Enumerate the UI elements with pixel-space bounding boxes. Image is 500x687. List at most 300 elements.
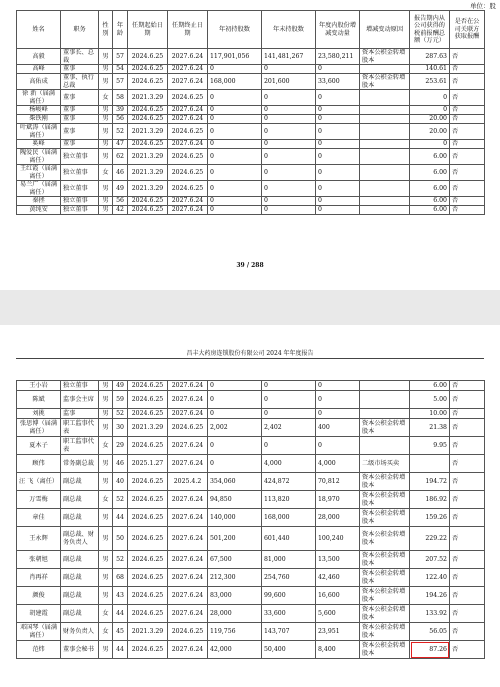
cell-term-end: 2027.6.24 xyxy=(168,491,208,509)
cell-term-end: 2027.6.24 xyxy=(168,197,208,206)
cell-term-end: 2027.6.24 xyxy=(168,437,208,455)
cell-compensation: 5.00 xyxy=(410,391,450,409)
cell-term-end: 2027.6.24 xyxy=(168,551,208,569)
table-row xyxy=(17,437,485,455)
cell-gender: 男 xyxy=(99,509,113,527)
cell-term-start: 2024.6.25 xyxy=(128,437,168,455)
cell-shares-begin: 0 xyxy=(208,65,262,74)
cell-related-party-pay: 否 xyxy=(450,115,485,124)
cell-related-party-pay: 否 xyxy=(450,437,485,455)
header-age: 年龄 xyxy=(113,11,128,49)
highlighted-compensation-cell: 87.26 xyxy=(410,641,450,659)
cell-shares-change: 0 xyxy=(316,181,360,197)
header-gender: 性别 xyxy=(99,11,113,49)
cell-compensation: 194.72 xyxy=(410,473,450,491)
cell-shares-end: 0 xyxy=(262,140,316,149)
cell-term-end: 2027.6.24 xyxy=(168,65,208,74)
cell-term-start: 2024.6.25 xyxy=(128,641,168,659)
cell-name: 胡建霞 xyxy=(17,605,61,623)
cell-gender: 男 xyxy=(99,65,113,74)
cell-term-end: 2027.6.24 xyxy=(168,509,208,527)
cell-shares-change: 0 xyxy=(316,165,360,181)
cell-change-reason: 资本公积金转增股本 xyxy=(360,527,410,551)
cell-shares-change: 0 xyxy=(316,437,360,455)
cell-shares-begin: 0 xyxy=(208,455,262,473)
cell-shares-begin: 2,002 xyxy=(208,419,262,437)
cell-related-party-pay: 否 xyxy=(450,641,485,659)
table-row xyxy=(17,181,485,197)
cell-term-start: 2024.6.25 xyxy=(128,140,168,149)
table-row xyxy=(17,115,485,124)
cell-gender: 男 xyxy=(99,181,113,197)
cell-name: 叶斌涛（届满离任） xyxy=(17,124,61,140)
cell-name: 邓国琴（届满离任） xyxy=(17,623,61,641)
cell-change-reason: 资本公积金转增股本 xyxy=(360,623,410,641)
cell-gender: 男 xyxy=(99,569,113,587)
cell-name: 徐 新（届满离任） xyxy=(17,90,61,106)
cell-shares-change: 0 xyxy=(316,90,360,106)
cell-term-end: 2027.6.24 xyxy=(168,391,208,409)
cell-gender: 男 xyxy=(99,641,113,659)
cell-compensation: 0 xyxy=(410,90,450,106)
cell-age: 43 xyxy=(113,587,128,605)
cell-shares-begin: 0 xyxy=(208,409,262,419)
cell-position: 副总裁、财务负责人 xyxy=(61,527,99,551)
cell-age: 45 xyxy=(113,623,128,641)
cell-term-end: 2024.6.25 xyxy=(168,623,208,641)
cell-term-end: 2027.6.24 xyxy=(168,49,208,65)
cell-shares-begin: 67,500 xyxy=(208,551,262,569)
table-row xyxy=(17,491,485,509)
cell-change-reason xyxy=(360,65,410,74)
cell-compensation: 10.00 xyxy=(410,409,450,419)
cell-term-start: 2024.6.25 xyxy=(128,527,168,551)
cell-position: 董事 xyxy=(61,65,99,74)
cell-compensation: 6.00 xyxy=(410,181,450,197)
cell-position: 董事 xyxy=(61,140,99,149)
cell-age: 49 xyxy=(113,381,128,391)
cell-name: 万雪梅 xyxy=(17,491,61,509)
cell-name: 高佑成 xyxy=(17,74,61,90)
cell-age: 44 xyxy=(113,641,128,659)
cell-name: 陈斌 xyxy=(17,391,61,409)
cell-related-party-pay: 否 xyxy=(450,391,485,409)
cell-shares-end: 0 xyxy=(262,437,316,455)
cell-change-reason xyxy=(360,197,410,206)
cell-position: 独立董事 xyxy=(61,149,99,165)
cell-age: 44 xyxy=(113,509,128,527)
cell-related-party-pay: 否 xyxy=(450,197,485,206)
cell-shares-begin: 0 xyxy=(208,90,262,106)
table-row xyxy=(17,74,485,90)
cell-position: 副总裁 xyxy=(61,605,99,623)
cell-term-start: 2024.6.25 xyxy=(128,206,168,215)
table-row xyxy=(17,527,485,551)
cell-change-reason: 资本公积金转增股本 xyxy=(360,491,410,509)
cell-shares-begin: 212,300 xyxy=(208,569,262,587)
cell-related-party-pay: 否 xyxy=(450,90,485,106)
cell-term-start: 2024.6.25 xyxy=(128,49,168,65)
cell-term-end: 2027.6.24 xyxy=(168,106,208,115)
cell-term-start: 2024.6.25 xyxy=(128,197,168,206)
report-page-39 xyxy=(0,0,500,290)
table-row xyxy=(17,473,485,491)
cell-term-start: 2024.6.25 xyxy=(128,381,168,391)
cell-position: 董事 xyxy=(61,90,99,106)
cell-shares-change: 5,600 xyxy=(316,605,360,623)
cell-shares-end: 4,000 xyxy=(262,455,316,473)
cell-term-end: 2027.6.24 xyxy=(168,115,208,124)
table-row xyxy=(17,569,485,587)
cell-name: 王红霞（届满离任） xyxy=(17,165,61,181)
cell-term-start: 2021.3.29 xyxy=(128,149,168,165)
cell-term-end: 2024.6.25 xyxy=(168,419,208,437)
cell-compensation: 140.61 xyxy=(410,65,450,74)
cell-age: 49 xyxy=(113,181,128,197)
cell-term-start: 2024.6.25 xyxy=(128,115,168,124)
cell-term-end: 2024.6.25 xyxy=(168,165,208,181)
cell-change-reason xyxy=(360,437,410,455)
cell-shares-end: 0 xyxy=(262,409,316,419)
table-row xyxy=(17,623,485,641)
cell-age: 39 xyxy=(113,106,128,115)
table-row xyxy=(17,140,485,149)
cell-name: 张朝旭 xyxy=(17,551,61,569)
table-row xyxy=(17,605,485,623)
cell-term-end: 2027.6.24 xyxy=(168,455,208,473)
cell-shares-end: 424,872 xyxy=(262,473,316,491)
cell-compensation: 6.00 xyxy=(410,165,450,181)
cell-gender: 男 xyxy=(99,149,113,165)
cell-shares-change: 0 xyxy=(316,197,360,206)
cell-compensation: 159.26 xyxy=(410,509,450,527)
cell-position: 副总裁 xyxy=(61,551,99,569)
cell-change-reason xyxy=(360,115,410,124)
cell-compensation: 253.61 xyxy=(410,74,450,90)
header-position: 职务 xyxy=(61,11,99,49)
header-compensation: 报告期内从公司获得的税前报酬总额（万元） xyxy=(410,11,450,49)
table-row xyxy=(17,197,485,206)
cell-shares-end: 143,707 xyxy=(262,623,316,641)
table-row xyxy=(17,65,485,74)
cell-gender: 女 xyxy=(99,437,113,455)
cell-shares-end: 0 xyxy=(262,124,316,140)
page-number: 39 / 288 xyxy=(236,262,264,269)
cell-term-start: 2024.6.25 xyxy=(128,569,168,587)
table-row xyxy=(17,409,485,419)
shareholding-table-continued xyxy=(16,380,485,659)
table-row xyxy=(17,206,485,215)
cell-shares-begin: 83,000 xyxy=(208,587,262,605)
cell-shares-begin: 0 xyxy=(208,140,262,149)
cell-gender: 男 xyxy=(99,473,113,491)
cell-change-reason xyxy=(360,381,410,391)
cell-term-start: 2021.3.29 xyxy=(128,124,168,140)
cell-gender: 女 xyxy=(99,165,113,181)
cell-change-reason: 二级市场买卖 xyxy=(360,455,410,473)
table-row xyxy=(17,419,485,437)
cell-term-start: 2025.1.27 xyxy=(128,455,168,473)
cell-name: 张思博（届满离任） xyxy=(17,419,61,437)
cell-shares-begin: 140,000 xyxy=(208,509,262,527)
cell-term-end: 2024.6.25 xyxy=(168,124,208,140)
cell-change-reason xyxy=(360,149,410,165)
cell-shares-end: 0 xyxy=(262,106,316,115)
header-change-reason: 增减变动原因 xyxy=(360,11,410,49)
table-row xyxy=(17,381,485,391)
cell-term-end: 2027.6.24 xyxy=(168,74,208,90)
cell-position: 财务负责人 xyxy=(61,623,99,641)
cell-related-party-pay: 否 xyxy=(450,181,485,197)
cell-shares-end: 113,820 xyxy=(262,491,316,509)
cell-gender: 男 xyxy=(99,124,113,140)
cell-shares-change: 33,600 xyxy=(316,74,360,90)
cell-position: 独立董事 xyxy=(61,181,99,197)
cell-age: 58 xyxy=(113,90,128,106)
cell-compensation: 229.22 xyxy=(410,527,450,551)
cell-compensation: 6.00 xyxy=(410,197,450,206)
cell-shares-end: 2,402 xyxy=(262,419,316,437)
cell-change-reason xyxy=(360,409,410,419)
cell-age: 54 xyxy=(113,65,128,74)
cell-gender: 男 xyxy=(99,206,113,215)
cell-related-party-pay: 否 xyxy=(450,165,485,181)
cell-position: 董事 xyxy=(61,124,99,140)
cell-related-party-pay: 否 xyxy=(450,409,485,419)
cell-compensation: 0 xyxy=(410,140,450,149)
cell-name: 夏木子 xyxy=(17,437,61,455)
cell-shares-begin: 168,000 xyxy=(208,74,262,90)
header-term-start: 任期起始日期 xyxy=(128,11,168,49)
cell-shares-begin: 117,901,056 xyxy=(208,49,262,65)
header-shares-begin: 年初持股数 xyxy=(208,11,262,49)
cell-shares-begin: 0 xyxy=(208,165,262,181)
cell-term-start: 2024.6.25 xyxy=(128,551,168,569)
cell-shares-change: 400 xyxy=(316,419,360,437)
cell-shares-change: 18,970 xyxy=(316,491,360,509)
cell-shares-change: 100,240 xyxy=(316,527,360,551)
cell-related-party-pay: 否 xyxy=(450,491,485,509)
cell-gender: 女 xyxy=(99,623,113,641)
cell-shares-change: 0 xyxy=(316,115,360,124)
shareholding-table-top xyxy=(16,10,485,215)
cell-name: 汪 飞（离任） xyxy=(17,473,61,491)
cell-shares-end: 0 xyxy=(262,115,316,124)
cell-position: 独立董事 xyxy=(61,381,99,391)
cell-shares-end: 99,600 xyxy=(262,587,316,605)
cell-change-reason: 资本公积金转增股本 xyxy=(360,49,410,65)
cell-age: 47 xyxy=(113,140,128,149)
table-header-row xyxy=(17,11,485,49)
cell-position: 副总裁 xyxy=(61,569,99,587)
cell-age: 50 xyxy=(113,527,128,551)
cell-change-reason xyxy=(360,124,410,140)
cell-shares-end: 601,440 xyxy=(262,527,316,551)
header-name: 姓名 xyxy=(17,11,61,49)
cell-shares-end: 0 xyxy=(262,90,316,106)
table-row xyxy=(17,391,485,409)
cell-shares-change: 13,500 xyxy=(316,551,360,569)
cell-shares-end: 33,600 xyxy=(262,605,316,623)
cell-position: 副总裁 xyxy=(61,509,99,527)
cell-change-reason: 资本公积金转增股本 xyxy=(360,605,410,623)
cell-position: 职工监事代表 xyxy=(61,419,99,437)
cell-term-end: 2025.4.2 xyxy=(168,473,208,491)
cell-shares-change: 0 xyxy=(316,391,360,409)
cell-term-end: 2024.6.25 xyxy=(168,90,208,106)
cell-compensation xyxy=(410,455,450,473)
cell-term-start: 2024.6.25 xyxy=(128,391,168,409)
cell-shares-change: 0 xyxy=(316,409,360,419)
header-rule xyxy=(16,358,484,359)
table-row xyxy=(17,641,485,659)
cell-shares-change: 0 xyxy=(316,206,360,215)
cell-name: 王永辉 xyxy=(17,527,61,551)
cell-term-end: 2027.6.24 xyxy=(168,381,208,391)
cell-change-reason xyxy=(360,391,410,409)
cell-term-end: 2024.6.25 xyxy=(168,181,208,197)
cell-age: 57 xyxy=(113,49,128,65)
cell-name: 王小岩 xyxy=(17,381,61,391)
cell-shares-change: 0 xyxy=(316,140,360,149)
cell-shares-begin: 0 xyxy=(208,181,262,197)
cell-shares-end: 0 xyxy=(262,197,316,206)
cell-compensation: 9.95 xyxy=(410,437,450,455)
cell-shares-change: 0 xyxy=(316,65,360,74)
cell-shares-end: 0 xyxy=(262,391,316,409)
cell-gender: 男 xyxy=(99,419,113,437)
cell-shares-begin: 0 xyxy=(208,197,262,206)
cell-term-start: 2024.6.25 xyxy=(128,74,168,90)
cell-age: 62 xyxy=(113,149,128,165)
cell-gender: 男 xyxy=(99,409,113,419)
table-row xyxy=(17,149,485,165)
cell-related-party-pay: 否 xyxy=(450,419,485,437)
cell-compensation: 56.05 xyxy=(410,623,450,641)
cell-change-reason: 资本公积金转增股本 xyxy=(360,587,410,605)
cell-age: 42 xyxy=(113,206,128,215)
cell-compensation: 20.00 xyxy=(410,124,450,140)
cell-term-start: 2024.6.25 xyxy=(128,587,168,605)
cell-shares-begin: 94,850 xyxy=(208,491,262,509)
cell-related-party-pay: 否 xyxy=(450,124,485,140)
cell-gender: 男 xyxy=(99,381,113,391)
cell-shares-change: 23,951 xyxy=(316,623,360,641)
unit-label: 单位：股 xyxy=(470,2,496,10)
cell-name: 柴铁刚 xyxy=(17,115,61,124)
cell-gender: 男 xyxy=(99,455,113,473)
cell-position: 副总裁 xyxy=(61,491,99,509)
cell-position: 董事长、总裁 xyxy=(61,49,99,65)
cell-name: 奚峰 xyxy=(17,140,61,149)
cell-compensation: 6.00 xyxy=(410,381,450,391)
cell-shares-change: 23,580,211 xyxy=(316,49,360,65)
cell-age: 52 xyxy=(113,124,128,140)
table-row xyxy=(17,49,485,65)
cell-term-start: 2021.3.29 xyxy=(128,165,168,181)
cell-position: 董事 xyxy=(61,115,99,124)
cell-compensation: 20.00 xyxy=(410,115,450,124)
cell-term-start: 2024.6.25 xyxy=(128,409,168,419)
cell-age: 56 xyxy=(113,197,128,206)
header-related-party-pay: 是否在公司关联方获取报酬 xyxy=(450,11,485,49)
cell-position: 董事、执行总裁 xyxy=(61,74,99,90)
cell-name: 范炜 xyxy=(17,641,61,659)
cell-shares-begin: 0 xyxy=(208,149,262,165)
cell-change-reason xyxy=(360,181,410,197)
cell-name: 易兰广（届满离任） xyxy=(17,181,61,197)
cell-related-party-pay: 否 xyxy=(450,527,485,551)
cell-shares-begin: 42,000 xyxy=(208,641,262,659)
cell-name: 肖再祥 xyxy=(17,569,61,587)
cell-age: 57 xyxy=(113,74,128,90)
header-term-end: 任期终止日期 xyxy=(168,11,208,49)
cell-gender: 男 xyxy=(99,49,113,65)
cell-age: 52 xyxy=(113,409,128,419)
header-shares-end: 年末持股数 xyxy=(262,11,316,49)
cell-term-end: 2024.6.25 xyxy=(168,149,208,165)
cell-name: 隗爱民（届满离任） xyxy=(17,149,61,165)
cell-term-end: 2027.6.24 xyxy=(168,641,208,659)
cell-related-party-pay: 否 xyxy=(450,149,485,165)
cell-term-start: 2021.3.29 xyxy=(128,90,168,106)
cell-shares-change: 4,000 xyxy=(316,455,360,473)
cell-shares-end: 0 xyxy=(262,206,316,215)
cell-term-start: 2024.6.25 xyxy=(128,509,168,527)
cell-shares-end: 0 xyxy=(262,381,316,391)
cell-shares-change: 42,460 xyxy=(316,569,360,587)
cell-compensation: 6.00 xyxy=(410,149,450,165)
cell-position: 副总裁 xyxy=(61,473,99,491)
cell-position: 董事会秘书 xyxy=(61,641,99,659)
cell-shares-end: 81,000 xyxy=(262,551,316,569)
cell-age: 46 xyxy=(113,455,128,473)
cell-shares-change: 0 xyxy=(316,149,360,165)
cell-term-end: 2027.6.24 xyxy=(168,605,208,623)
cell-position: 职工监事代表 xyxy=(61,437,99,455)
cell-related-party-pay: 否 xyxy=(450,74,485,90)
cell-gender: 女 xyxy=(99,90,113,106)
cell-position: 常务副总裁 xyxy=(61,455,99,473)
table-row xyxy=(17,587,485,605)
cell-name: 杨峻峰 xyxy=(17,106,61,115)
cell-compensation: 194.26 xyxy=(410,587,450,605)
cell-position: 监事 xyxy=(61,409,99,419)
cell-shares-end: 168,000 xyxy=(262,509,316,527)
report-page-40 xyxy=(0,325,500,687)
cell-term-end: 2027.6.24 xyxy=(168,569,208,587)
cell-related-party-pay: 否 xyxy=(450,473,485,491)
cell-change-reason: 资本公积金转增股本 xyxy=(360,509,410,527)
cell-shares-change: 8,400 xyxy=(316,641,360,659)
cell-name: 颜俊 xyxy=(17,587,61,605)
cell-shares-end: 141,481,267 xyxy=(262,49,316,65)
cell-shares-change: 28,000 xyxy=(316,509,360,527)
cell-change-reason: 资本公积金转增股本 xyxy=(360,419,410,437)
cell-compensation: 122.40 xyxy=(410,569,450,587)
cell-gender: 男 xyxy=(99,587,113,605)
cell-gender: 男 xyxy=(99,527,113,551)
cell-change-reason: 资本公积金转增股本 xyxy=(360,569,410,587)
table-row xyxy=(17,165,485,181)
cell-term-end: 2027.6.24 xyxy=(168,587,208,605)
cell-change-reason xyxy=(360,206,410,215)
cell-term-end: 2027.6.24 xyxy=(168,409,208,419)
cell-age: 40 xyxy=(113,473,128,491)
cell-compensation: 207.52 xyxy=(410,551,450,569)
cell-shares-begin: 501,200 xyxy=(208,527,262,551)
cell-age: 56 xyxy=(113,115,128,124)
